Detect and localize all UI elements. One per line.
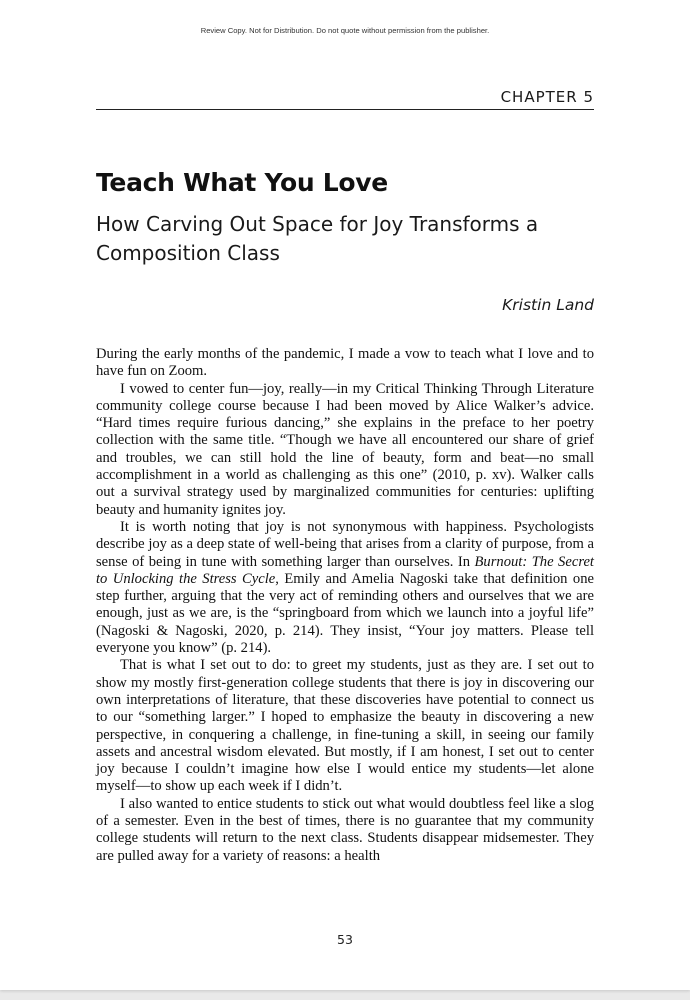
chapter-label: CHAPTER 5 [500,88,594,106]
page-number: 53 [337,932,353,947]
paragraph-3 [96,519,594,657]
paragraph-3-start: It is worth noting that joy is not synonymous with happiness. Psychologists describe joy as a deep state of well-being that arises from a clarity of purpose, from a sense of being in tune with something larger than ourselves. In [96,518,594,570]
paragraph-5: I also wanted to entice students to stick out what would doubtless feel like a slog of a semester. Even in the best of times, there is no guarantee that my community college students will return to the next class. Students disappear midsemester. They are pulled away for a variety of reasons: a health [96,795,594,864]
paragraph-2: I vowed to center fun—joy, really—in my Critical Thinking Through Literature community college course because I had been moved by Alice Walker’s advice. “Hard times require furious dancing,” she explains in the preface to her poetry collection with the same title. “Though we have all encountered our share of grief and troubles, we can still hold the line of beauty, form and beat—no small accomplishment in a world as challenging as this one” (2010, p. xv). Walker calls out a survival strategy used by marginalized communities for centuries: uplifting beauty and humanity ignites joy. [96,380,594,518]
header-rule [96,109,594,110]
paragraph-1: During the early months of the pandemic, I made a vow to teach what I love and to have fun on Zoom. [96,346,594,380]
author-name: Kristin Land [502,296,594,314]
review-copy-notice: Review Copy. Not for Distribution. Do not quote without permission from the publisher. [200,26,490,35]
chapter-title: Teach What You Love [96,168,388,197]
book-title: Burnout: The Secret to Unlocking the Stress Cycle [96,553,594,587]
paragraph-4: That is what I set out to do: to greet my students, just as they are. I set out to show my mostly first-generation college students that there is joy in discovering our own interpretations of literature, that these discoveries have potential to connect us to our “something larger.” I hoped to emphasize the beauty in discovering a new perspective, in conquering a challenge, in fine-tuning a skill, in seeing our family assets and ancestral wisdom elevated. But mostly, if I am honest, I set out to center joy because I couldn’t imagine how else I would entice my students—let alone myself—to show up each week if I didn’t. [96,657,594,795]
chapter-subtitle: How Carving Out Space for Joy Transforms a Composition Class [96,212,539,265]
paragraph-3-end: , Emily and Amelia Nagoski take that definition one step further, arguing that the very act of reminding others and ourselves that we are enough, just as we are, is the “springboard from which we launch into a joyful life” (Nagoski & Nagoski, 2020, p. 214). They insist, “Your joy matters. Please tell everyone you know” (p. 214). [96,570,594,657]
body-text [96,346,594,865]
